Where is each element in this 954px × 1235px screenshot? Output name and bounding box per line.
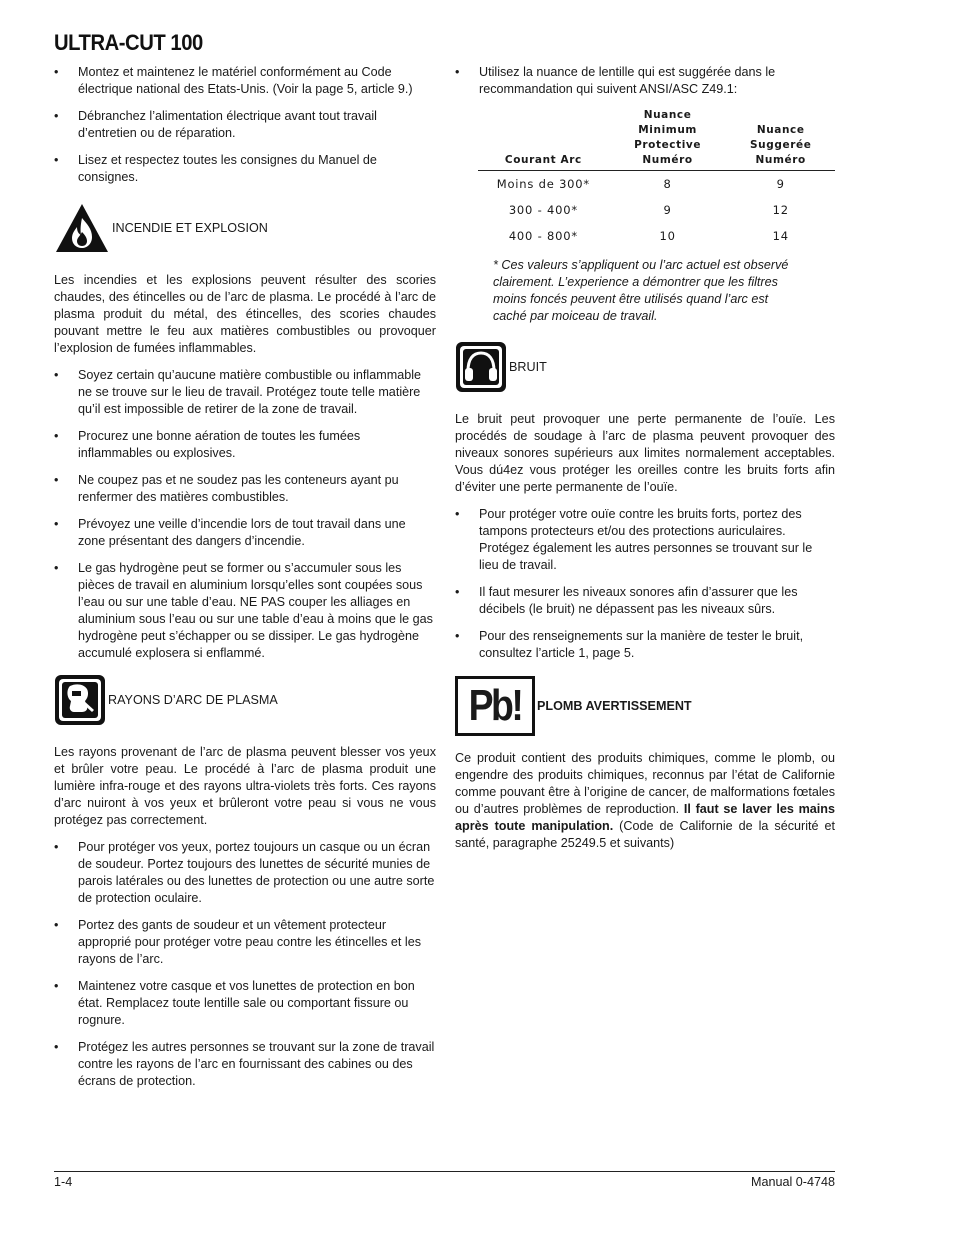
- table-header-row: [478, 108, 835, 171]
- fire-hazard-icon: [54, 202, 110, 254]
- fire-hazard-heading: [54, 202, 436, 254]
- lens-shade-table: [478, 108, 835, 249]
- list-item: • Portez des gants de soudeur et un vêtement protecteur approprié pour protéger votre peau contre les étincelles et les rayons de l’arc.: [54, 918, 422, 966]
- lead-warning-icon: Pb!: [455, 676, 535, 736]
- list-item: • Prévoyez une veille d’incendie lors de tout travail dans une zone présentant des dangers d’incendie.: [54, 517, 406, 548]
- table-cell: 400 - 800*: [508, 228, 578, 243]
- list-item: • Pour des renseignements sur la manière de tester le bruit, consultez l’article 1, page 5.: [455, 629, 804, 660]
- list-item: • Procurez une bonne aération de toutes les fumées inflammables ou explosives.: [54, 429, 361, 460]
- list-item: • Lisez et respectez toutes les consignes du Manuel de consignes.: [54, 153, 377, 184]
- document-title: ULTRA-CUT 100: [54, 30, 203, 55]
- noise-heading: [455, 341, 835, 393]
- noise-label: BRUIT: [509, 359, 547, 374]
- welding-helmet-icon: [54, 674, 106, 726]
- arc-rays-heading: [54, 674, 436, 726]
- list-item: • Ne coupez pas et ne soudez pas les conteneurs ayant pu renfermer des matières combustibles.: [54, 473, 399, 504]
- table-cell: 12: [772, 202, 789, 217]
- table-header-cell: Nuance Suggerée Numéro: [726, 108, 835, 171]
- table-header-cell: Nuance Minimum Protective Numéro: [609, 108, 727, 171]
- list-item: • Pour protéger vos yeux, portez toujours un casque ou un écran de soudeur. Portez toujours des lunettes de sécurité munies de parois latérales ou des lunettes de protection ou une autre sorte de protection oculaire.: [54, 840, 435, 905]
- left-column: [54, 64, 436, 1100]
- table-footnote: * Ces valeurs s’appliquent ou l’arc actuel est observé clairement. L’experience a démontrer que les filtres moins foncés peuvent être utilisés quand l’arc est caché par moiceau de travail.: [493, 258, 789, 323]
- table-cell: 10: [659, 228, 676, 243]
- table-row: [478, 171, 835, 198]
- fire-hazard-paragraph: Les incendies et les explosions peuvent résulter des scories chaudes, des étincelles ou de l’arc de plasma. Le procédé à l’arc de plasma produit du métal, des étincelles, des scories chaudes pouvant mettre le feu aux matières combustibles ou provoquer l’explosion de fumées inflammables.: [54, 273, 436, 355]
- table-cell: 8: [663, 176, 672, 191]
- table-cell: 14: [772, 228, 789, 243]
- noise-paragraph: Le bruit peut provoquer une perte permanente de l’ouïe. Les procédés de soudage à l’arc de plasma peuvent provoquer des niveaux sonores supérieurs aux limites normalement acceptables. Vous dú4ez vous protéger les oreilles contre les bruits forts afin d’éviter une perte permanente de l’ouïe.: [455, 412, 835, 494]
- fire-hazard-label: INCENDIE ET EXPLOSION: [112, 220, 268, 235]
- list-item: • Débranchez l’alimentation électrique avant tout travail d’entretien ou de réparation.: [54, 109, 377, 140]
- list-item: • Utilisez la nuance de lentille qui est suggérée dans le recommandation qui suivent ANSI/ASC Z49.1:: [455, 65, 776, 96]
- table-cell: 300 - 400*: [508, 202, 578, 217]
- list-item: • Soyez certain qu’aucune matière combustible ou inflammable ne se trouve sur le lieu de travail. Protégez toute telle matière qu’il est impossible de retirer de la zone de travail.: [54, 368, 422, 416]
- lead-warning-label: PLOMB AVERTISSEMENT: [537, 698, 692, 713]
- table-cell: Moins de 300*: [496, 176, 590, 191]
- list-item: • Protégez les autres personnes se trouvant sur la zone de travail contre les rayons de l’arc en fournissant des cabines ou des écrans de protection.: [54, 1040, 435, 1088]
- lead-warning-heading: [455, 676, 835, 736]
- list-item: • Le gas hydrogène peut se former ou s’accumuler sous les pièces de travail en aluminium lorsqu’elles sont coupées sous l’eau ou sur une table d’eau. NE PAS couper les alliages en aluminium sous l’eau ou sur une table d’eau à moins que le gas hydrogène peut s’échapper ou se dissiper. Le gas hydrogène accumulé explosera si enflammé.: [54, 561, 433, 660]
- right-column: [455, 64, 835, 862]
- list-item: • Maintenez votre casque et vos lunettes de protection en bon état. Remplacez toute lentille sale ou comportant fissure ou rognure.: [54, 979, 415, 1027]
- page-number: 1-4: [54, 1175, 73, 1189]
- arc-rays-label: RAYONS D’ARC DE PLASMA: [108, 692, 278, 707]
- ear-protection-icon: [455, 341, 507, 393]
- footer-divider: [54, 1171, 835, 1172]
- list-item: • Il faut mesurer les niveaux sonores afin d’assurer que les décibels (le bruit) ne dépassent pas les niveaux sûrs.: [455, 585, 798, 616]
- arc-rays-paragraph: Les rayons provenant de l’arc de plasma peuvent blesser vos yeux et brûler votre peau. Le procédé à l’arc de plasma produit une lumière infra-rouge et des rayons ultra-violets très forts. Ces rayons d’arc nuiront à vos yeux et brûleront votre peau si vous ne vous protégez pas correctement.: [54, 745, 436, 827]
- table-cell: 9: [776, 176, 785, 191]
- manual-number: Manual 0-4748: [750, 1175, 835, 1189]
- list-item: • Montez et maintenez le matériel conformément au Code électrique national des Etats-Unis. (Voir la page 5, article 9.): [54, 65, 413, 96]
- table-cell: 9: [663, 202, 672, 217]
- table-row: [478, 197, 835, 223]
- lead-warning-paragraph: Ce produit contient des produits chimiques, comme le plomb, ou engendre des produits chimiques, reconnus par l’état de Californie comme pouvant être à l’origine de cancer, de malformations fœtales ou d’autres problèmes de reproduction. Il faut se laver les mains après toute manipulation. (Code de Californie de la sécurité et santé, paragraphe 25249.5 et suivants): [455, 751, 835, 850]
- table-row: [478, 223, 835, 249]
- table-header-cell: Courant Arc: [478, 108, 609, 171]
- list-item: • Pour protéger votre ouïe contre les bruits forts, portez des tampons protecteurs et/ou des protections auriculaires. Protégez également les autres personnes se trouvant sur le lieu de travail.: [455, 507, 813, 572]
